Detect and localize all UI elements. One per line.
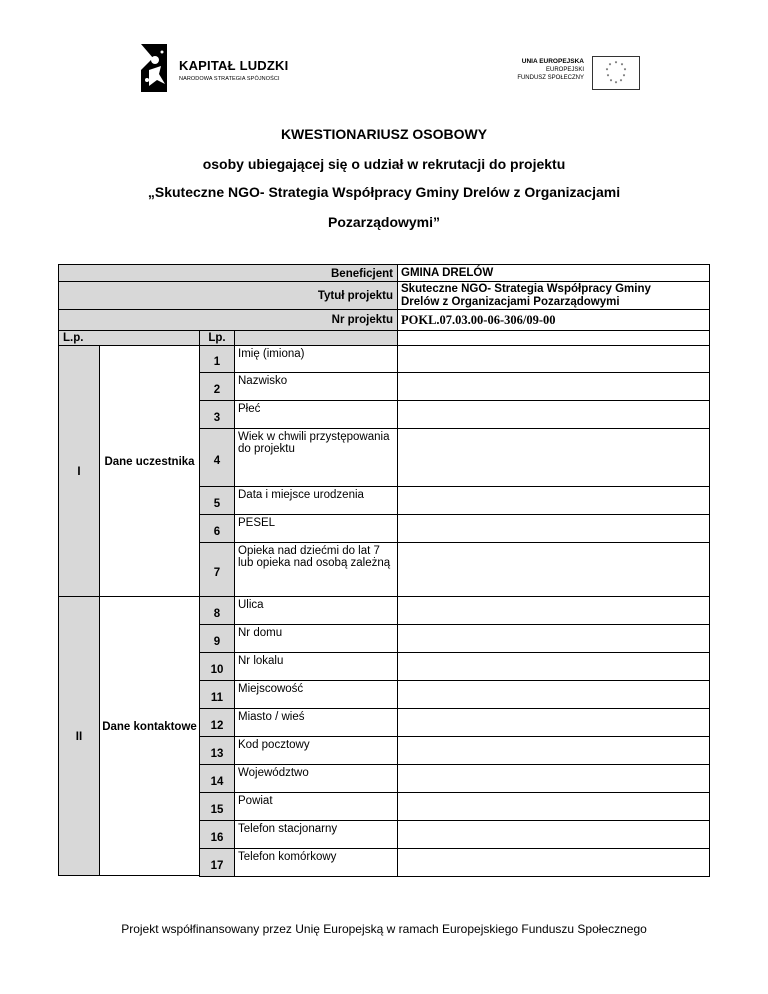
eu-logo xyxy=(480,58,640,88)
row-value-field[interactable] xyxy=(397,372,710,401)
svg-text:*: * xyxy=(609,79,613,85)
column-header-label xyxy=(234,330,398,346)
tytul-projektu-value-line-2: Drelów z Organizacjami Pozarządowymi xyxy=(401,296,620,308)
column-header-lp: L.p. xyxy=(58,330,200,346)
tytul-projektu-value xyxy=(397,281,710,310)
row-number: 11 xyxy=(199,680,235,709)
row-label: Miejscowość xyxy=(234,680,398,709)
row-label: Data i miejsce urodzenia xyxy=(234,486,398,515)
row-number: 15 xyxy=(199,792,235,821)
row-label: Kod pocztowy xyxy=(234,736,398,765)
row-value-field[interactable] xyxy=(397,736,710,765)
row-number: 17 xyxy=(199,848,235,877)
row-number: 10 xyxy=(199,652,235,681)
row-value-field[interactable] xyxy=(397,848,710,877)
row-value-field[interactable] xyxy=(397,542,710,597)
row-value-field[interactable] xyxy=(397,345,710,373)
row-label: Nazwisko xyxy=(234,372,398,401)
project-name-line-2: Pozarządowymi” xyxy=(327,214,441,230)
tytul-projektu-label: Tytuł projektu xyxy=(58,281,398,310)
kapital-ludzki-logo xyxy=(135,40,315,100)
beneficjent-label: Beneficjent xyxy=(58,264,398,282)
row-label: Opieka nad dziećmi do lat 7 lub opieka nad osobą zależną xyxy=(234,542,398,597)
svg-text:*: * xyxy=(619,79,623,85)
row-label: Województwo xyxy=(234,764,398,793)
row-number: 5 xyxy=(199,486,235,515)
row-label: Wiek w chwili przystępowania do projektu xyxy=(234,428,398,487)
row-number: 9 xyxy=(199,624,235,653)
row-number: 1 xyxy=(199,345,235,373)
footer-text: Projekt współfinansowany przez Unię Europejską w ramach Europejskiego Funduszu Społecznego xyxy=(121,922,647,936)
eu-logo-line-3: FUNDUSZ SPOŁECZNY xyxy=(517,75,584,81)
row-number: 16 xyxy=(199,820,235,849)
section-2-roman: II xyxy=(58,596,100,876)
svg-text:*: * xyxy=(623,68,627,74)
column-header-value xyxy=(397,330,710,346)
eu-logo-text xyxy=(517,58,584,82)
row-number: 2 xyxy=(199,372,235,401)
row-label: Powiat xyxy=(234,792,398,821)
row-value-field[interactable] xyxy=(397,792,710,821)
row-label: Imię (imiona) xyxy=(234,345,398,373)
nr-projektu-label: Nr projektu xyxy=(58,309,398,331)
section-2-name: Dane kontaktowe xyxy=(99,596,200,876)
svg-text:*: * xyxy=(622,74,626,80)
row-number: 6 xyxy=(199,514,235,543)
row-value-field[interactable] xyxy=(397,652,710,681)
section-1-name: Dane uczestnika xyxy=(99,345,200,597)
svg-text:*: * xyxy=(606,74,610,80)
row-value-field[interactable] xyxy=(397,514,710,543)
svg-text:*: * xyxy=(605,68,609,74)
row-value-field[interactable] xyxy=(397,486,710,515)
row-value-field[interactable] xyxy=(397,624,710,653)
row-number: 14 xyxy=(199,764,235,793)
row-value-field[interactable] xyxy=(397,428,710,487)
row-number: 4 xyxy=(199,428,235,487)
row-label: Ulica xyxy=(234,596,398,625)
row-number: 8 xyxy=(199,596,235,625)
project-name-line-1: „Skuteczne NGO- Strategia Współpracy Gminy Drelów z Organizacjami xyxy=(147,184,621,200)
svg-text:*: * xyxy=(614,81,618,87)
tytul-projektu-value-line-1: Skuteczne NGO- Strategia Współpracy Gminy xyxy=(401,283,651,295)
row-value-field[interactable] xyxy=(397,680,710,709)
row-label: Płeć xyxy=(234,400,398,429)
row-number: 3 xyxy=(199,400,235,429)
row-number: 12 xyxy=(199,708,235,737)
eu-logo-line-2: EUROPEJSKI xyxy=(545,67,584,73)
row-number: 13 xyxy=(199,736,235,765)
row-label: Nr domu xyxy=(234,624,398,653)
eu-logo-line-1: UNIA EUROPEJSKA xyxy=(521,58,584,65)
section-1-roman: I xyxy=(58,345,100,597)
svg-text:*: * xyxy=(620,63,624,69)
row-value-field[interactable] xyxy=(397,400,710,429)
column-header-lp2: Lp. xyxy=(199,330,235,346)
kapital-ludzki-title: KAPITAŁ LUDZKI xyxy=(179,58,289,73)
form-subtitle: osoby ubiegającej się o udział w rekrutacji do projektu xyxy=(202,156,566,172)
row-label: PESEL xyxy=(234,514,398,543)
form-title: KWESTIONARIUSZ OSOBOWY xyxy=(280,126,488,142)
row-number: 7 xyxy=(199,542,235,597)
row-label: Nr lokalu xyxy=(234,652,398,681)
svg-text:*: * xyxy=(614,61,618,67)
nr-projektu-value: POKL.07.03.00-06-306/09-00 xyxy=(397,309,710,331)
kapital-ludzki-subtitle: NARODOWA STRATEGIA SPÓJNOŚCI xyxy=(179,76,280,82)
row-value-field[interactable] xyxy=(397,596,710,625)
kapital-ludzki-icon xyxy=(135,40,171,96)
eu-flag-icon xyxy=(592,56,640,90)
beneficjent-value: GMINA DRELÓW xyxy=(397,264,710,282)
row-value-field[interactable] xyxy=(397,708,710,737)
row-label: Miasto / wieś xyxy=(234,708,398,737)
row-value-field[interactable] xyxy=(397,820,710,849)
row-label: Telefon stacjonarny xyxy=(234,820,398,849)
row-value-field[interactable] xyxy=(397,764,710,793)
row-label: Telefon komórkowy xyxy=(234,848,398,877)
svg-text:*: * xyxy=(608,63,612,69)
